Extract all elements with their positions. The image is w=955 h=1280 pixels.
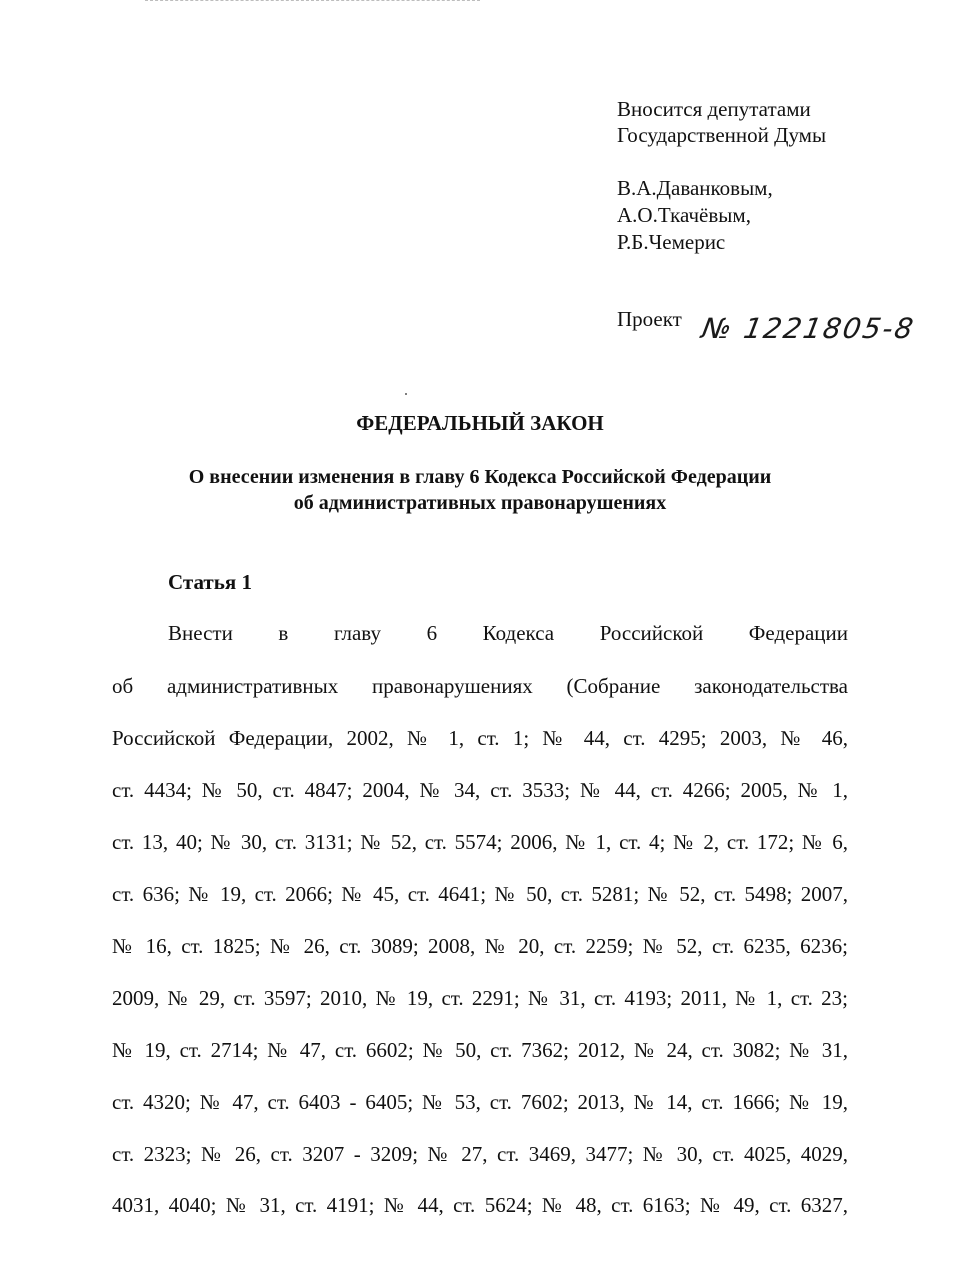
author-name: В.А.Даванковым, (617, 176, 773, 200)
article-text-line: Внести в главу 6 Кодекса Российской Федерации (168, 621, 848, 645)
article-heading: Статья 1 (168, 570, 252, 594)
author-name: Р.Б.Чемерис (617, 230, 726, 254)
article-text-line: Российской Федерации, 2002, № 1, ст. 1; № 44, ст. 4295; 2003, № 46, (112, 726, 848, 750)
scan-speck (405, 393, 407, 395)
article-text-line: ст. 4320; № 47, ст. 6403 - 6405; № 53, ст. 7602; 2013, № 14, ст. 1666; № 19, (112, 1090, 848, 1114)
article-text-line: № 19, ст. 2714; № 47, ст. 6602; № 50, ст. 7362; 2012, № 24, ст. 3082; № 31, (112, 1038, 848, 1062)
top-scan-rule (145, 0, 480, 3)
article-text-line: ст. 4434; № 50, ст. 4847; 2004, № 34, ст. 3533; № 44, ст. 4266; 2005, № 1, (112, 778, 848, 802)
submitted-by-line: Государственной Думы (617, 123, 827, 147)
project-number-handwritten: № 1221805-8 (699, 312, 918, 345)
law-subtitle-line: О внесении изменения в главу 6 Кодекса Российской Федерации (188, 466, 772, 488)
article-text-line: ст. 636; № 19, ст. 2066; № 45, ст. 4641; № 50, ст. 5281; № 52, ст. 5498; 2007, (112, 882, 848, 906)
article-text-line: 4031, 4040; № 31, ст. 4191; № 44, ст. 5624; № 48, ст. 6163; № 49, ст. 6327, (112, 1193, 848, 1217)
article-text-line: № 16, ст. 1825; № 26, ст. 3089; 2008, № 20, ст. 2259; № 52, ст. 6235, 6236; (112, 934, 848, 958)
authors-block (617, 175, 773, 256)
article-text-line: ст. 2323; № 26, ст. 3207 - 3209; № 27, ст. 3469, 3477; № 30, ст. 4025, 4029, (112, 1142, 848, 1166)
submitted-by-block (617, 96, 826, 148)
law-subtitle (0, 464, 955, 516)
law-title: ФЕДЕРАЛЬНЫЙ ЗАКОН (356, 411, 604, 435)
project-label: Проект (617, 307, 682, 331)
article-text-line: 2009, № 29, ст. 3597; 2010, № 19, ст. 2291; № 31, ст. 4193; 2011, № 1, ст. 23; (112, 986, 848, 1010)
article-text-line: об административных правонарушениях (Собрание законодательства (112, 674, 848, 698)
author-name: А.О.Ткачёвым, (617, 203, 751, 227)
submitted-by-line: Вносится депутатами (617, 97, 811, 121)
article-text-line: ст. 13, 40; № 30, ст. 3131; № 52, ст. 5574; 2006, № 1, ст. 4; № 2, ст. 172; № 6, (112, 830, 848, 854)
law-subtitle-line: об административных правонарушениях (293, 492, 667, 514)
